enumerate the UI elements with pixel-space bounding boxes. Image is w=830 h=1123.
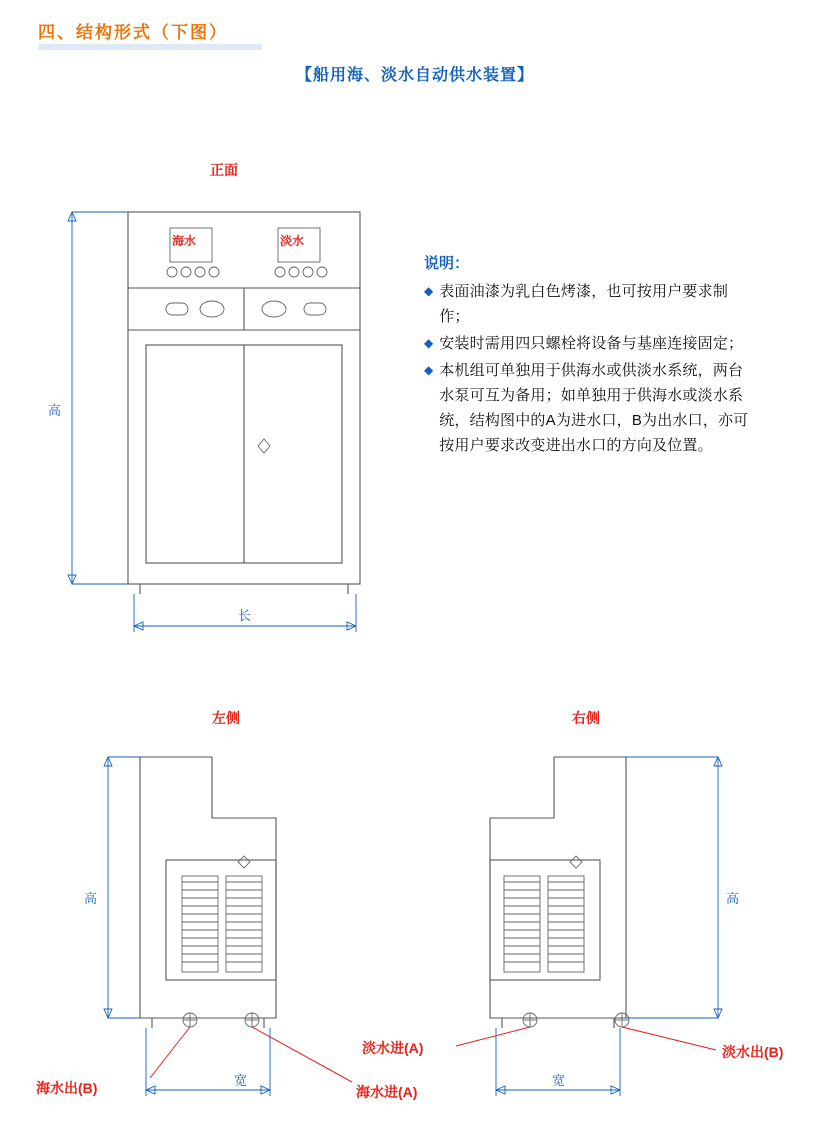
left-view-callout-leaders — [150, 1027, 352, 1082]
diamond-bullet-icon: ◆ — [424, 363, 434, 377]
right-view-name: 右侧 — [572, 710, 600, 726]
section-title-text: 四、结构形式（下图） — [38, 23, 228, 42]
left-view-body — [140, 757, 276, 1028]
callout-seawater-outlet: 海水出(B) — [36, 1080, 98, 1096]
note-text: 安装时需用四只螺栓将设备与基座连接固定； — [439, 335, 744, 352]
left-width-dimension-label: 宽 — [234, 1073, 248, 1088]
callout-seawater-inlet: 海水进(A) — [356, 1084, 418, 1100]
right-view-body — [490, 757, 629, 1028]
right-view-dimensions — [496, 757, 722, 1096]
front-panel-label-seawater: 海水 — [172, 234, 197, 248]
left-view-name: 左侧 — [212, 710, 240, 726]
left-view-dimensions — [104, 757, 270, 1096]
callout-freshwater-inlet: 淡水进(A) — [362, 1040, 424, 1056]
callout-freshwater-outlet: 淡水出(B) — [722, 1044, 784, 1060]
left-view-louvre-slats — [182, 882, 262, 962]
diamond-bullet-icon: ◆ — [424, 336, 434, 350]
right-view-louvre-slats — [504, 882, 584, 962]
document-title: 【船用海、淡水自动供水装置】 — [295, 67, 534, 84]
note-text: 表面油漆为乳白色烤漆，也可按用户要求制作； — [439, 283, 729, 325]
right-view-callout-leaders — [456, 1027, 716, 1050]
right-width-dimension-label: 宽 — [552, 1073, 566, 1088]
front-view-dimensions — [68, 212, 356, 632]
front-panel-label-freshwater: 淡水 — [280, 234, 305, 248]
front-view-name: 正面 — [210, 162, 238, 178]
left-height-dimension-label: 高 — [84, 891, 98, 906]
diamond-bullet-icon: ◆ — [424, 284, 434, 298]
note-text: 本机组可单独用于供海水或供淡水系统，两台水泵可互为备用；如单独用于供海水或淡水系统，结构图中的A为进水口，B为出水口，亦可按用户要求改变进出水口的方向及位置。 — [439, 362, 749, 454]
front-width-dimension-label: 长 — [238, 608, 252, 623]
notes-heading: 说明： — [424, 255, 470, 272]
right-height-dimension-label: 高 — [726, 891, 740, 906]
front-view-cabinet — [128, 212, 360, 594]
front-height-dimension-label: 高 — [48, 403, 62, 418]
